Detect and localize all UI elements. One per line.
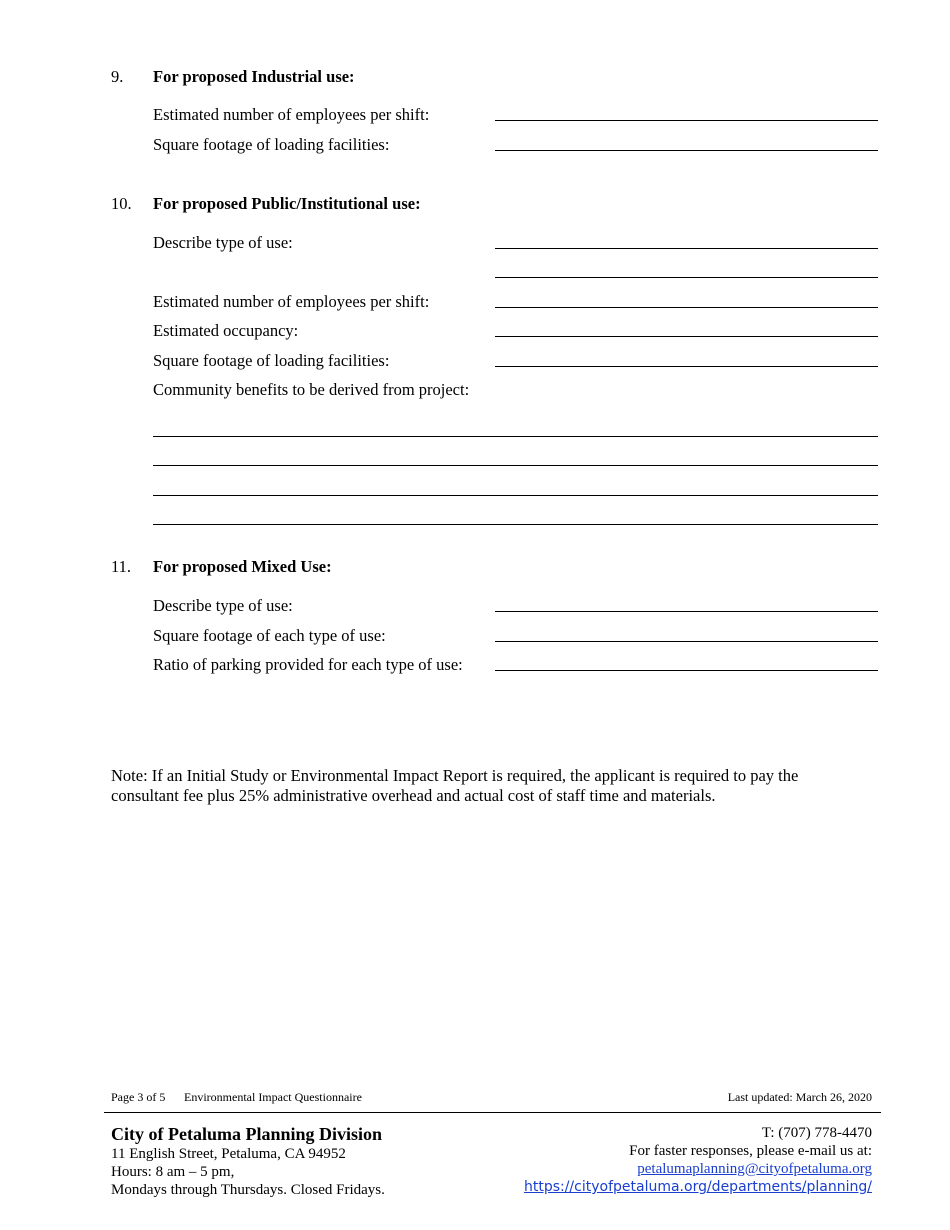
field-label-describe-use-mixed: Describe type of use: — [153, 596, 293, 615]
section-9-number: 9. — [111, 67, 124, 86]
field-line-describe-use[interactable] — [495, 248, 878, 249]
field-label-employees-per-shift: Estimated number of employees per shift: — [153, 105, 430, 124]
section-10-title: For proposed Public/Institutional use: — [153, 194, 421, 213]
office-days: Mondays through Thursdays. Closed Fridays. — [111, 1182, 385, 1198]
field-label-parking-ratio: Ratio of parking provided for each type of use: — [153, 655, 463, 674]
field-line-community-benefits-3[interactable] — [153, 495, 878, 496]
footer-doc-title: Environmental Impact Questionnaire — [184, 1090, 362, 1104]
last-updated: Last updated: March 26, 2020 — [727, 1090, 872, 1104]
section-11-title: For proposed Mixed Use: — [153, 557, 332, 576]
section-9-title: For proposed Industrial use: — [153, 67, 355, 86]
field-label-occupancy: Estimated occupancy: — [153, 321, 299, 340]
field-line-community-benefits-4[interactable] — [153, 524, 878, 525]
field-line-loading-facilities[interactable] — [495, 150, 878, 151]
field-line-square-footage-each[interactable] — [495, 641, 878, 642]
org-name: City of Petaluma Planning Division — [111, 1124, 383, 1144]
field-line-community-benefits-2[interactable] — [153, 465, 878, 466]
field-label-employees-per-shift-public: Estimated number of employees per shift: — [153, 292, 430, 311]
field-label-describe-use: Describe type of use: — [153, 233, 293, 252]
field-line-describe-use-mixed[interactable] — [495, 611, 878, 612]
office-hours: Hours: 8 am – 5 pm, — [111, 1164, 235, 1180]
field-label-community-benefits: Community benefits to be derived from project: — [153, 380, 470, 399]
field-line-loading-facilities-public[interactable] — [495, 366, 878, 367]
website-link[interactable]: https://cityofpetaluma.org/departments/planning/ — [523, 1179, 872, 1195]
field-line-describe-use-2[interactable] — [495, 277, 878, 278]
field-line-community-benefits-1[interactable] — [153, 436, 878, 437]
fee-note: Note: If an Initial Study or Environmental Impact Report is required, the applicant is required to pay the consultant fee plus 25% administrative overhead and actual cost of staff time and materials. — [111, 766, 799, 805]
page-number: Page 3 of 5 — [111, 1090, 166, 1104]
section-11-number: 11. — [111, 557, 132, 576]
field-label-square-footage-each: Square footage of each type of use: — [153, 626, 386, 645]
org-address: 11 English Street, Petaluma, CA 94952 — [111, 1146, 346, 1162]
email-link[interactable]: petalumaplanning@cityofpetaluma.org — [637, 1161, 872, 1177]
field-label-loading-facilities-public: Square footage of loading facilities: — [153, 351, 390, 370]
footer-divider — [104, 1112, 881, 1113]
section-10-number: 10. — [111, 194, 132, 213]
field-line-occupancy[interactable] — [495, 336, 878, 337]
field-line-employees-per-shift[interactable] — [495, 120, 878, 121]
field-line-parking-ratio[interactable] — [495, 670, 878, 671]
field-line-employees-per-shift-public[interactable] — [495, 307, 878, 308]
email-prompt: For faster responses, please e-mail us at: — [629, 1143, 872, 1159]
field-label-loading-facilities: Square footage of loading facilities: — [153, 135, 390, 154]
phone-number: T: (707) 778-4470 — [761, 1125, 872, 1141]
